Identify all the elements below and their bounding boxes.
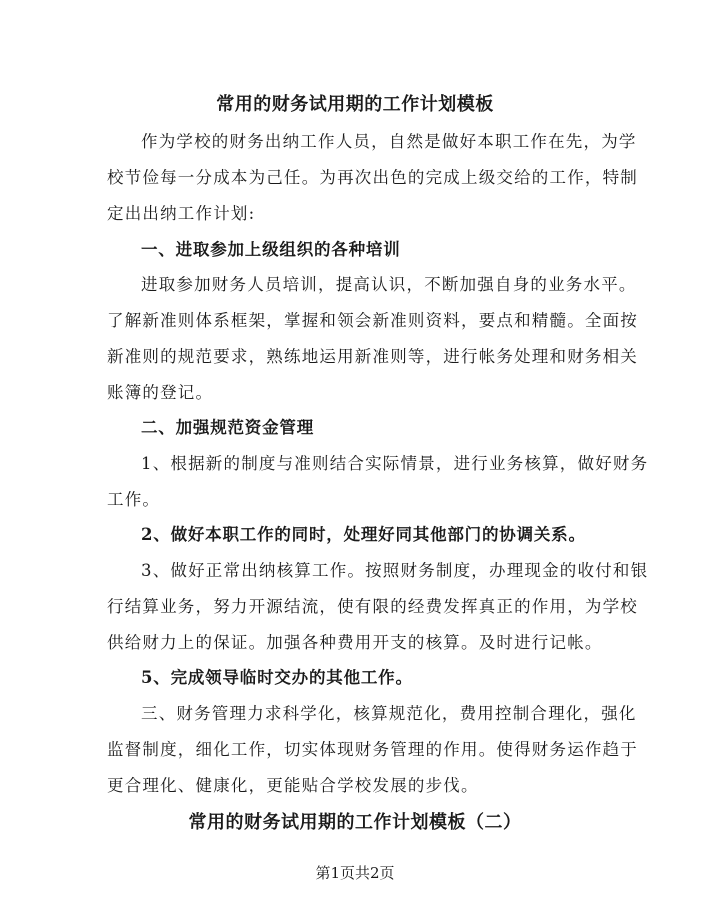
body-line: 账簿的登记。 [107, 383, 214, 402]
intro-line: 定出出纳工作计划: [107, 204, 256, 223]
bold-item: 2、做好本职工作的同时，处理好同其他部门的协调关系。 [141, 525, 586, 544]
body-line: 了解新准则体系框架，掌握和领会新准则资料，要点和精髓。全面按 [107, 311, 638, 330]
body-line: 供给财力上的保证。加强各种费用开支的核算。及时进行记帐。 [107, 633, 603, 652]
document-title: 常用的财务试用期的工作计划模板 [216, 94, 494, 115]
body-line: 工作。 [107, 490, 161, 509]
body-line: 3、做好正常出纳核算工作。按照财务制度，办理现金的收付和银 [141, 561, 649, 580]
intro-line: 作为学校的财务出纳工作人员，自然是做好本职工作在先，为学 [141, 132, 637, 151]
body-line: 进取参加财务人员培训，提高认识，不断加强自身的业务水平。 [141, 275, 637, 294]
section-heading: 一、进取参加上级组织的各种培训 [141, 240, 401, 259]
body-line: 行结算业务，努力开源结流，使有限的经费发挥真正的作用，为学校 [107, 597, 638, 616]
body-line: 监督制度，细化工作，切实体现财务管理的作用。使得财务运作趋于 [107, 740, 638, 759]
body-line: 三、财务管理力求科学化，核算规范化，费用控制合理化，强化 [141, 704, 637, 723]
section-heading: 二、加强规范资金管理 [141, 418, 314, 437]
body-line: 1、根据新的制度与准则结合实际情景，进行业务核算，做好财务 [141, 454, 649, 473]
page-number: 第1页共2页 [315, 864, 395, 882]
second-title: 常用的财务试用期的工作计划模板（二） [188, 812, 522, 833]
intro-line: 校节俭每一分成本为己任。为再次出色的完成上级交给的工作，特制 [107, 168, 638, 187]
bold-item: 5、完成领导临时交办的其他工作。 [141, 668, 413, 687]
body-line: 新准则的规范要求，熟练地运用新准则等，进行帐务处理和财务相关 [107, 347, 638, 366]
body-line: 更合理化、健康化，更能贴合学校发展的步伐。 [107, 776, 479, 795]
